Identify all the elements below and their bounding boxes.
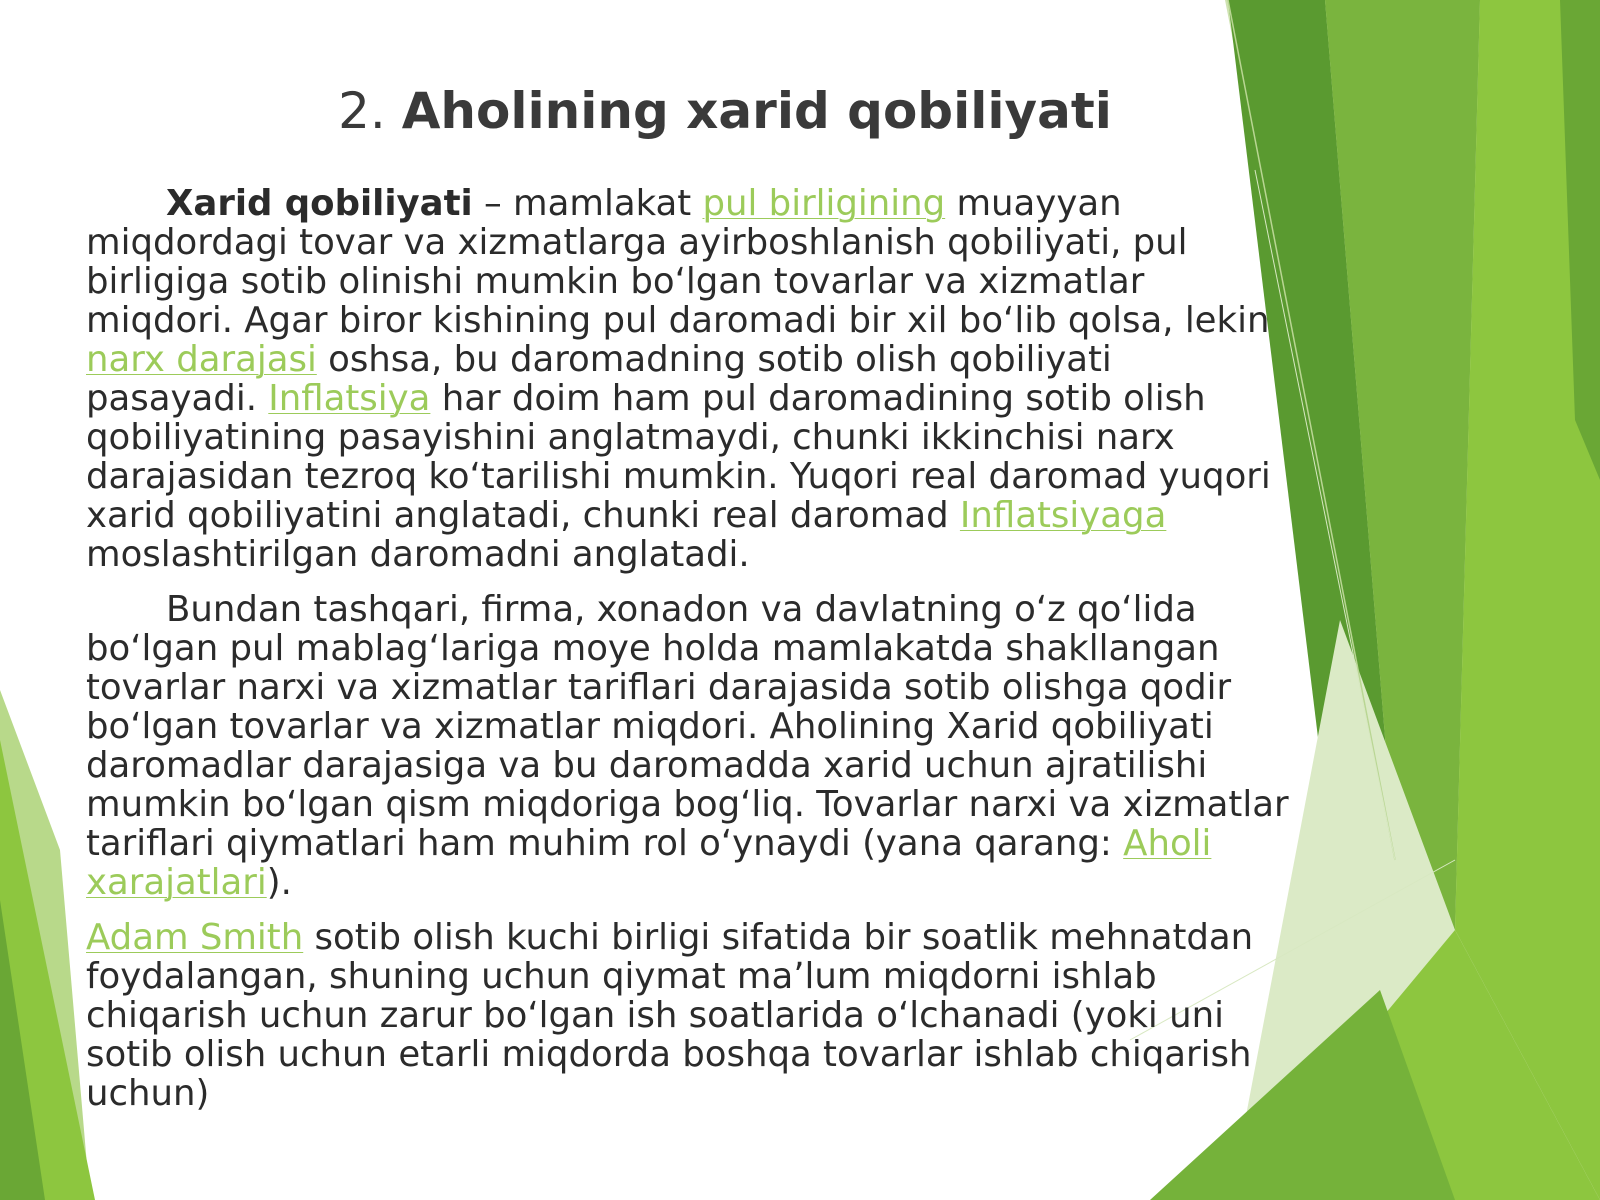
title-number: 2. (338, 82, 386, 140)
text-span: Bundan tashqari, firma, xonadon va davlatning o‘z qo‘lida bo‘lgan pul mablag‘lariga moye holda mamlakatda shakllangan tovarlar narxi va xizmatlar tariflari darajasida sotib olishga qodir bo‘lgan tovarlar va xizmatlar miqdori. Aholining Xarid qobiliyati daromadlar darajasiga va bu daromadda xarid uchun ajratilishi mumkin bo‘lgan qism miqdoriga bog‘liq. Tovarlar narxi va xizmatlar tariflari qiymatlari ham muhim rol o‘ynaydi (yana qarang: (86, 589, 1289, 864)
term-xarid-qobiliyati: Xarid qobiliyati (166, 183, 473, 224)
text-span: muayyan miqdordagi tovar va xizmatlarga ayirboshlanish qobiliyati, pul birligiga sotib olinishi mumkin bo‘lgan tovarlar va xizmatlar miqdori. Agar biror kishining pul daromadi bir xil bo‘lib qolsa, lekin (86, 183, 1270, 341)
text-span: oshsa, bu daromadning sotib olish qobiliyati pasayadi. (86, 339, 1112, 419)
link-pul-birligining[interactable]: pul birligining (702, 183, 946, 224)
text-span: har doim ham pul daromadining sotib olish qobiliyatining pasayishini anglatmaydi, chunki ikkinchisi narx darajasidan tezroq ko‘tarilishi mumkin. Yuqori real daromad yuqori xarid qobiliyatini anglatadi, chunki real daromad (86, 378, 1271, 536)
link-inflatsiya[interactable]: Inflatsiya (268, 378, 431, 419)
text-span: ). (266, 862, 292, 903)
link-narx-darajasi[interactable]: narx darajasi (86, 339, 317, 380)
link-adam-smith[interactable]: Adam Smith (86, 917, 304, 958)
link-inflatsiyaga[interactable]: Inflatsiyaga (959, 495, 1167, 536)
paragraph-details (86, 590, 1290, 902)
paragraph-adam-smith (86, 918, 1290, 1113)
title-text: Aholining xarid qobiliyati (401, 82, 1112, 140)
text-span: moslashtirilgan daromadni anglatadi. (86, 534, 750, 575)
paragraph-definition (86, 184, 1290, 574)
slide-title (230, 76, 1220, 146)
text-span: sotib olish kuchi birligi sifatida bir soatlik mehnatdan foydalangan, shuning uchun qiymat ma’lum miqdorni ishlab chiqarish uchun zarur bo‘lgan ish soatlarida o‘lchanadi (yoki uni sotib olish uchun etarli miqdorda boshqa tovarlar ishlab chiqarish uchun) (86, 917, 1254, 1114)
text-span: – mamlakat (472, 183, 703, 224)
link-aholi-xarajatlari[interactable]: Aholi xarajatlari (86, 823, 1212, 903)
slide-body (86, 184, 1290, 1129)
